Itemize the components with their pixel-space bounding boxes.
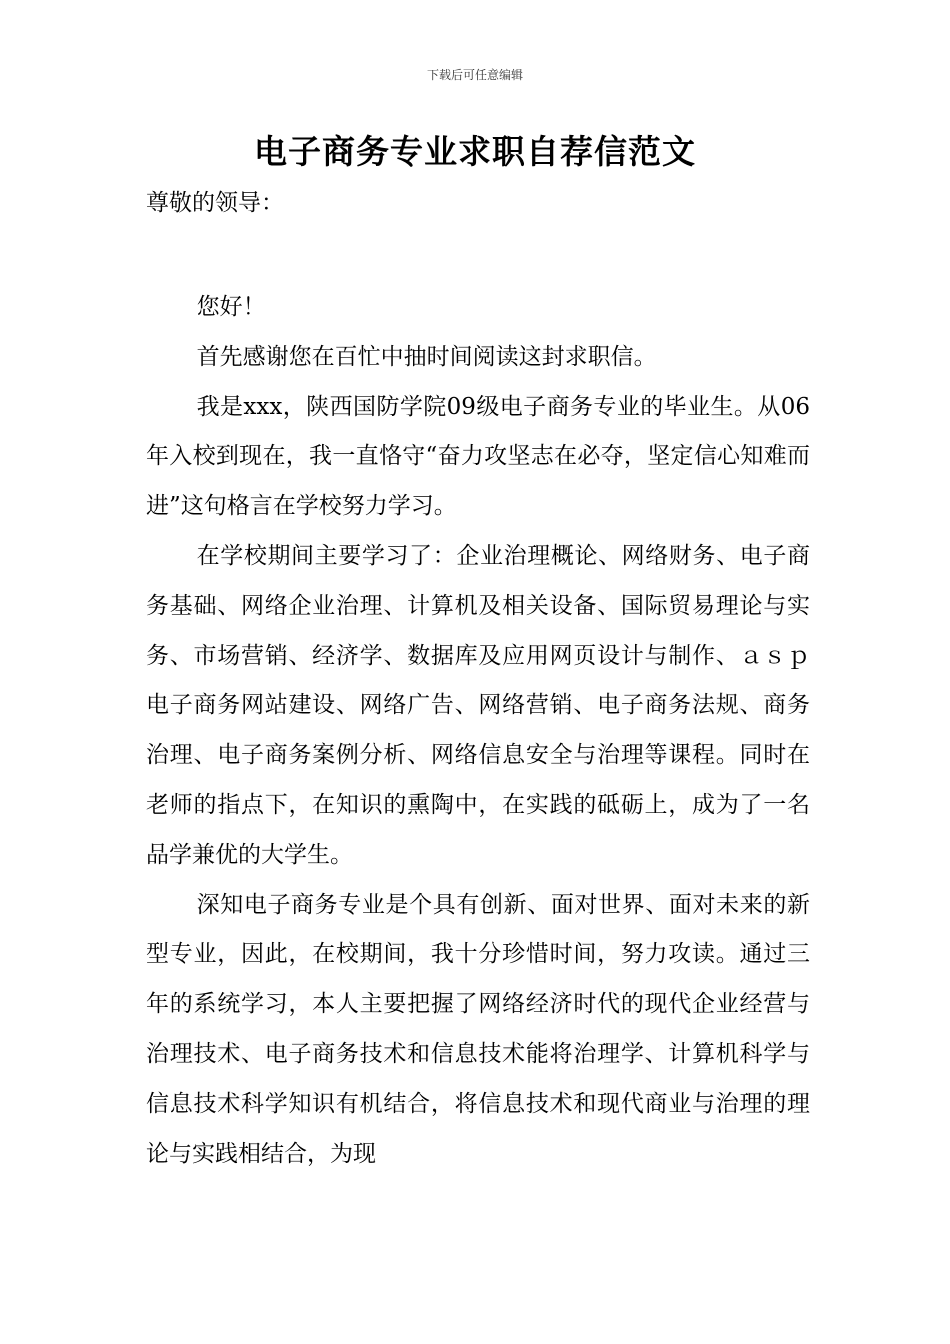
salutation: 尊敬的领导： bbox=[146, 190, 284, 216]
body-paragraph: 我是xxx，陕西国防学院09级电子商务专业的毕业生。从06年入校到现在，我一直恪守“奋力攻坚志在必夺，坚定信心知难而进”这句格言在学校努力学习。 bbox=[146, 393, 810, 520]
body-paragraph: 深知电子商务专业是个具有创新、面对世界、面对未来的新型专业，因此，在校期间，我十分珍惜时间，努力攻读。通过三年的系统学习，本人主要把握了网络经济时代的现代企业经营与治理技术、电子商务技术和信息技术能将治理学、计算机科学与信息技术科学知识有机结合，将信息技术和现代商业与治理的理论与实践相结合，为现 bbox=[146, 891, 810, 1167]
header-note: 下载后可任意编辑 bbox=[426, 68, 523, 82]
greeting-paragraph: 您好！ bbox=[196, 294, 266, 320]
body-paragraph: 首先感谢您在百忙中抽时间阅读这封求职信。 bbox=[196, 343, 657, 370]
letter-body bbox=[146, 283, 810, 1179]
document-title: 电子商务专业求职自荐信范文 bbox=[254, 132, 696, 171]
body-paragraph: 在学校期间主要学习了：企业治理概论、网络财务、电子商务基础、网络企业治理、计算机及相关设备、国际贸易理论与实务、市场营销、经济学、数据库及应用网页设计与制作、ａｓｐ电子商务网站建设、网络广告、网络营销、电子商务法规、商务治理、电子商务案例分析、网络信息安全与治理等课程。同时在老师的指点下，在知识的熏陶中，在实践的砥砺上，成为了一名品学兼优的大学生。 bbox=[146, 542, 810, 868]
